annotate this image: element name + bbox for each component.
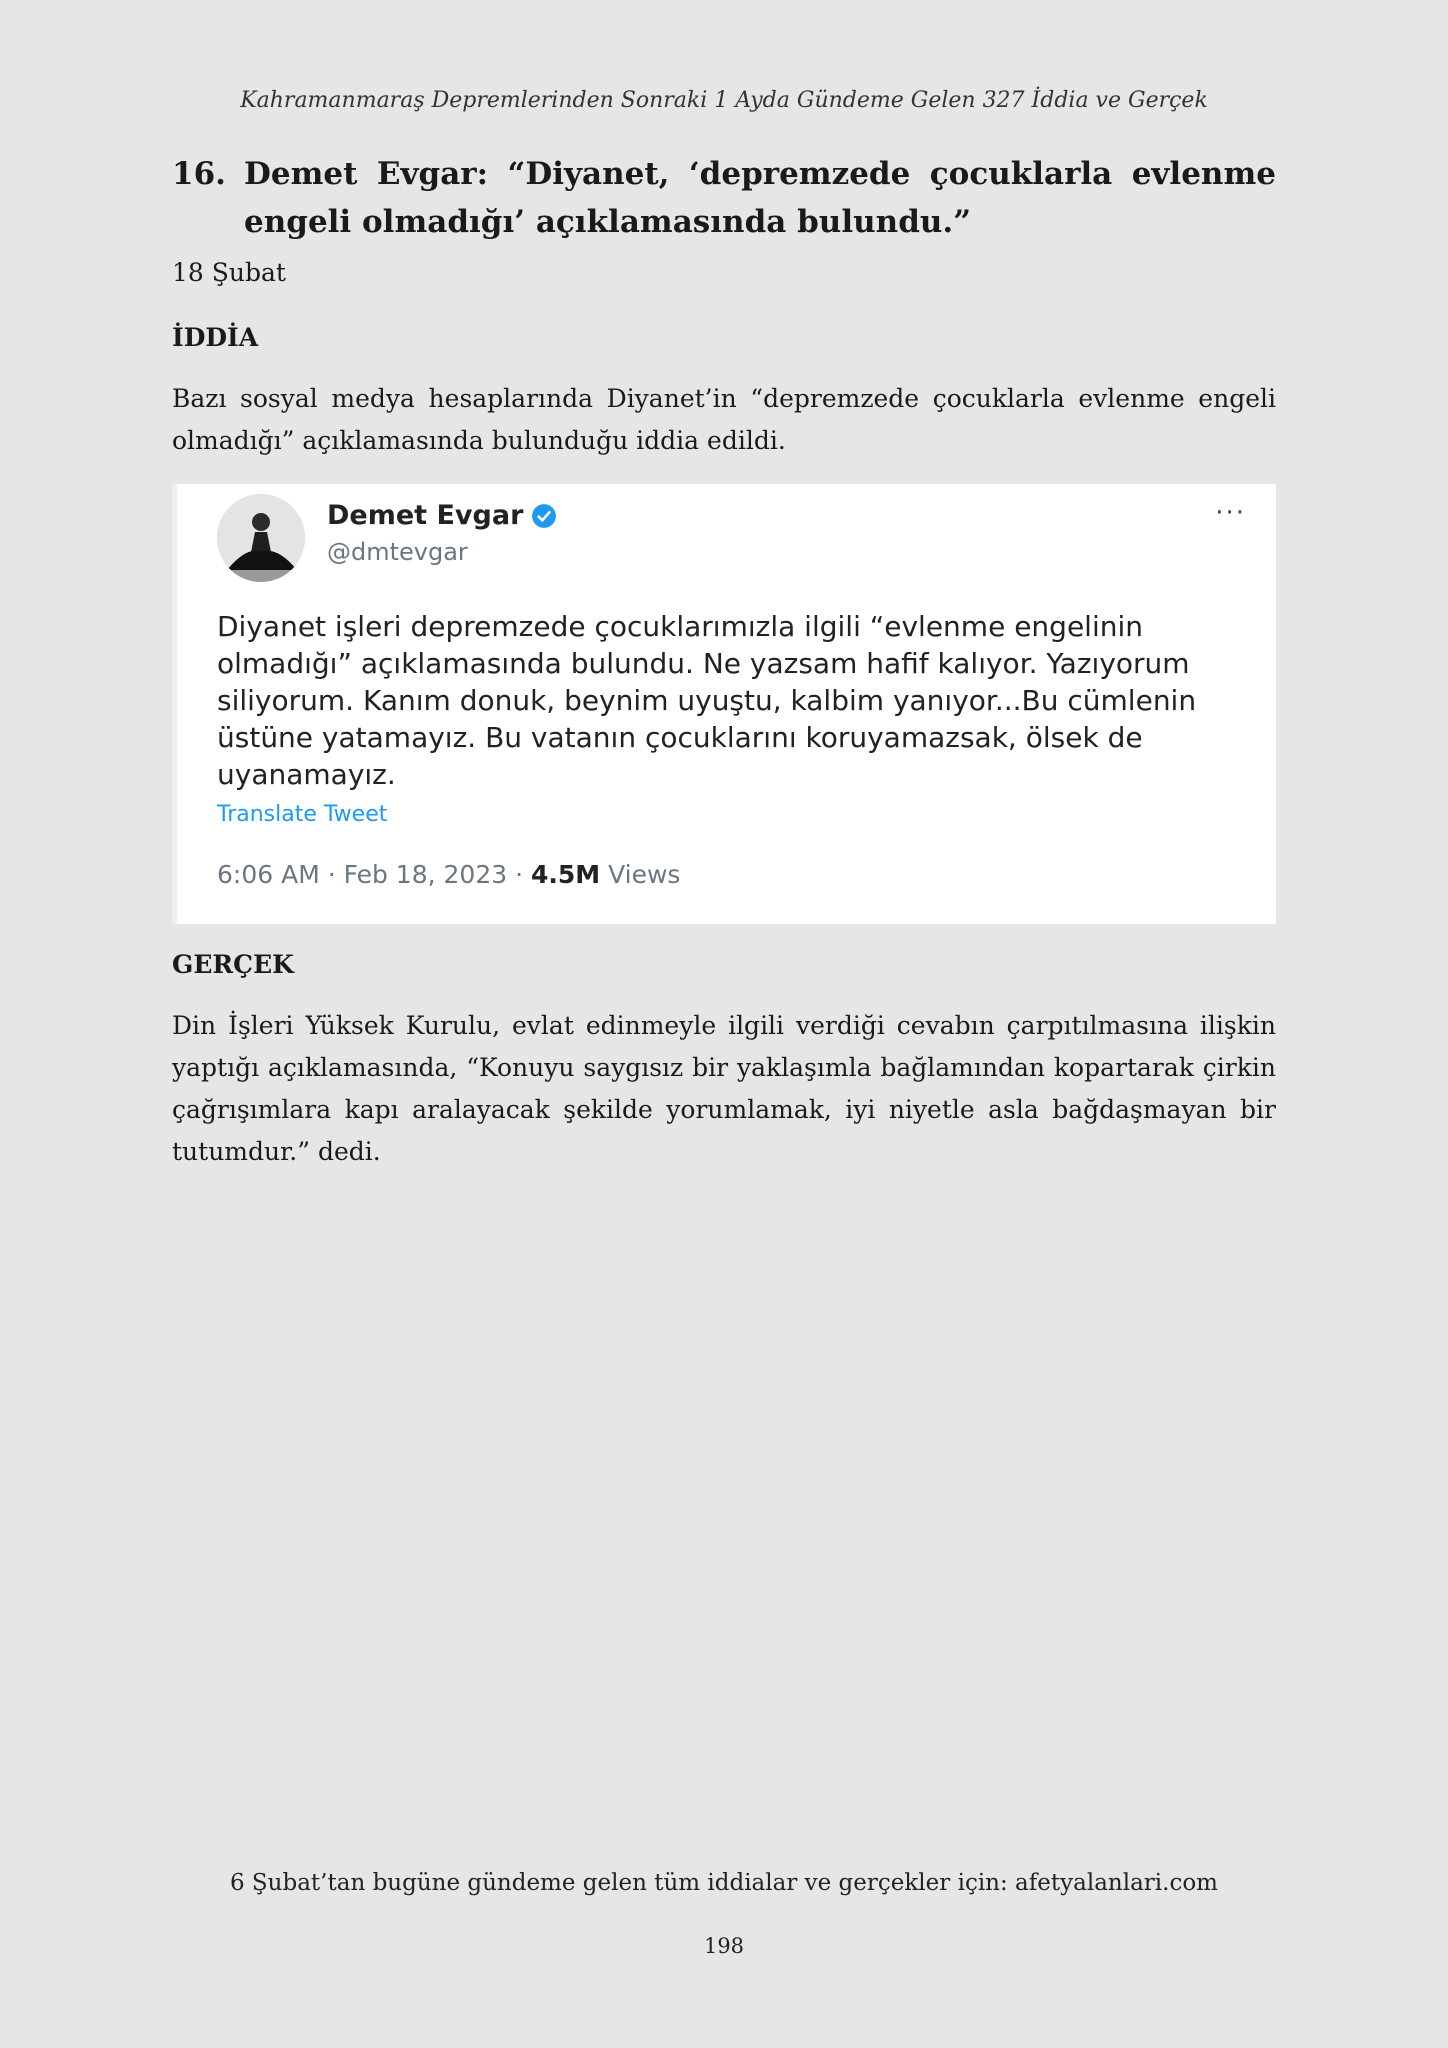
- tweet-views-label: Views: [600, 860, 681, 889]
- article: [172, 150, 1276, 1173]
- claim-label: İDDİA: [172, 323, 259, 352]
- tweet-display-name: Demet Evgar: [327, 500, 524, 531]
- tweet-screenshot: [172, 484, 1276, 924]
- article-date: 18 Şubat: [172, 258, 286, 287]
- fact-label: GERÇEK: [172, 950, 294, 979]
- tweet-author: [327, 500, 557, 531]
- translate-tweet-link: Translate Tweet: [217, 802, 388, 827]
- tweet-views-count: 4.5M: [530, 860, 601, 889]
- avatar: [217, 494, 305, 582]
- fact-text: Din İşleri Yüksek Kurulu, evlat edinmeyle ilgili verdiği cevabın çarpıtılmasına ilişkin yaptığı açıklamasında, “Konuyu saygısız bir yaklaşımla bağlamından kopartarak çirkin çağrışımlara kapı aralayacak şekilde yorumlamak, iyi niyetle asla bağdaşmayan bir tutumdur.” dedi.: [172, 1011, 1276, 1166]
- article-heading: [172, 150, 1276, 246]
- tweet-handle: @dmtevgar: [327, 538, 468, 566]
- article-number: 16.: [172, 156, 226, 192]
- tweet-meta: [217, 860, 680, 889]
- running-header: Kahramanmaraş Depremlerinden Sonraki 1 Ayda Gündeme Gelen 327 İddia ve Gerçek: [240, 88, 1208, 113]
- footer-note: 6 Şubat’tan bugüne gündeme gelen tüm iddialar ve gerçekler için: afetyalanlari.com: [229, 1870, 1218, 1896]
- more-options-icon: ···: [1215, 498, 1246, 528]
- tweet-time-date: 6:06 AM · Feb 18, 2023 ·: [217, 860, 531, 889]
- page-number: 198: [703, 1934, 745, 1958]
- avatar-image: [217, 494, 305, 582]
- claim-text: Bazı sosyal medya hesaplarında Diyanet’in “depremzede çocuklarla evlenme engeli olmadığı” açıklamasında bulunduğu iddia edildi.: [172, 384, 1276, 455]
- article-title: Demet Evgar: “Diyanet, ‘depremzede çocuklarla evlenme engeli olmadığı’ açıklamasında bulundu.”: [244, 156, 1276, 240]
- tweet-text: Diyanet işleri depremzede çocuklarımızla ilgili “evlenme engelinin olmadığı” açıklamasında bulundu. Ne yazsam hafif kalıyor. Yazıyorum siliyorum. Kanım donuk, beynim uyuştu, kalbim yanıyor...Bu cümlenin üstüne yatamayız. Bu vatanın çocuklarını koruyamazsak, ölsek de uyanamayız.: [217, 610, 1197, 791]
- verified-badge-icon: [531, 503, 557, 529]
